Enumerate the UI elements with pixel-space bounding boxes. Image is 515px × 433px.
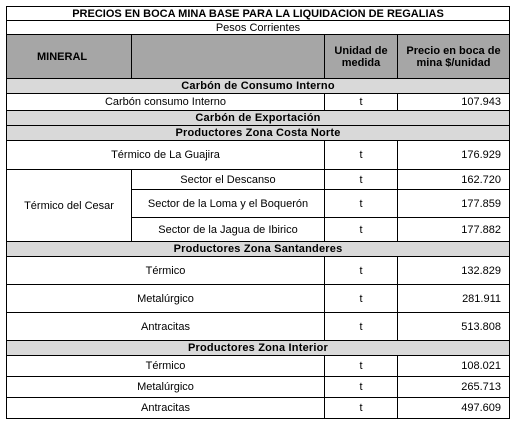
unit-cell: t bbox=[325, 356, 398, 377]
price-cell: 162.720 bbox=[398, 170, 510, 190]
mineral-name: Térmico bbox=[7, 257, 325, 285]
unit-cell: t bbox=[325, 94, 398, 111]
price-cell: 265.713 bbox=[398, 377, 510, 398]
header-unit: Unidad de medida bbox=[325, 35, 398, 79]
section-row bbox=[7, 79, 510, 94]
price-cell: 497.609 bbox=[398, 398, 510, 419]
section-row bbox=[7, 341, 510, 356]
royalty-price-table bbox=[6, 6, 510, 419]
mineral-name: Metalúrgico bbox=[7, 285, 325, 313]
mineral-name: Metalúrgico bbox=[7, 377, 325, 398]
price-cell: 176.929 bbox=[398, 141, 510, 170]
price-cell: 107.943 bbox=[398, 94, 510, 111]
mineral-name: Antracitas bbox=[7, 398, 325, 419]
sub-sector-name: Sector el Descanso bbox=[132, 170, 325, 190]
table-title: PRECIOS EN BOCA MINA BASE PARA LA LIQUIDACION DE REGALIAS bbox=[7, 7, 510, 21]
table-row bbox=[7, 398, 510, 419]
section-row bbox=[7, 111, 510, 126]
table-row bbox=[7, 377, 510, 398]
section-consumo-interno: Carbón de Consumo Interno bbox=[7, 79, 510, 94]
column-header-row bbox=[7, 35, 510, 79]
header-mineral: MINERAL bbox=[7, 35, 132, 79]
mineral-name: Térmico de La Guajira bbox=[7, 141, 325, 170]
table-subtitle-row bbox=[7, 21, 510, 35]
price-cell: 177.882 bbox=[398, 218, 510, 242]
unit-cell: t bbox=[325, 377, 398, 398]
mineral-name: Antracitas bbox=[7, 313, 325, 341]
table-row bbox=[7, 356, 510, 377]
section-exportacion: Carbón de Exportación bbox=[7, 111, 510, 126]
price-cell: 108.021 bbox=[398, 356, 510, 377]
table-title-row bbox=[7, 7, 510, 21]
section-interior: Productores Zona Interior bbox=[7, 341, 510, 356]
header-blank bbox=[132, 35, 325, 79]
table-row bbox=[7, 257, 510, 285]
price-cell: 132.829 bbox=[398, 257, 510, 285]
header-price: Precio en boca de mina $/unidad bbox=[398, 35, 510, 79]
unit-cell: t bbox=[325, 398, 398, 419]
mineral-name: Térmico bbox=[7, 356, 325, 377]
unit-cell: t bbox=[325, 170, 398, 190]
unit-cell: t bbox=[325, 190, 398, 218]
unit-cell: t bbox=[325, 257, 398, 285]
table-subtitle: Pesos Corrientes bbox=[7, 21, 510, 35]
unit-cell: t bbox=[325, 285, 398, 313]
mineral-group-name: Térmico del Cesar bbox=[7, 170, 132, 242]
table-row bbox=[7, 170, 510, 190]
sub-sector-name: Sector de la Loma y el Boquerón bbox=[132, 190, 325, 218]
price-cell: 177.859 bbox=[398, 190, 510, 218]
royalty-price-table-frame bbox=[6, 6, 509, 427]
price-cell: 281.911 bbox=[398, 285, 510, 313]
section-row bbox=[7, 126, 510, 141]
table-row bbox=[7, 141, 510, 170]
table-row bbox=[7, 285, 510, 313]
price-cell: 513.808 bbox=[398, 313, 510, 341]
section-santanderes: Productores Zona Santanderes bbox=[7, 242, 510, 257]
section-costa-norte: Productores Zona Costa Norte bbox=[7, 126, 510, 141]
table-row bbox=[7, 94, 510, 111]
unit-cell: t bbox=[325, 313, 398, 341]
unit-cell: t bbox=[325, 141, 398, 170]
table-row bbox=[7, 313, 510, 341]
unit-cell: t bbox=[325, 218, 398, 242]
section-row bbox=[7, 242, 510, 257]
mineral-name: Carbón consumo Interno bbox=[7, 94, 325, 111]
sub-sector-name: Sector de la Jagua de Ibirico bbox=[132, 218, 325, 242]
